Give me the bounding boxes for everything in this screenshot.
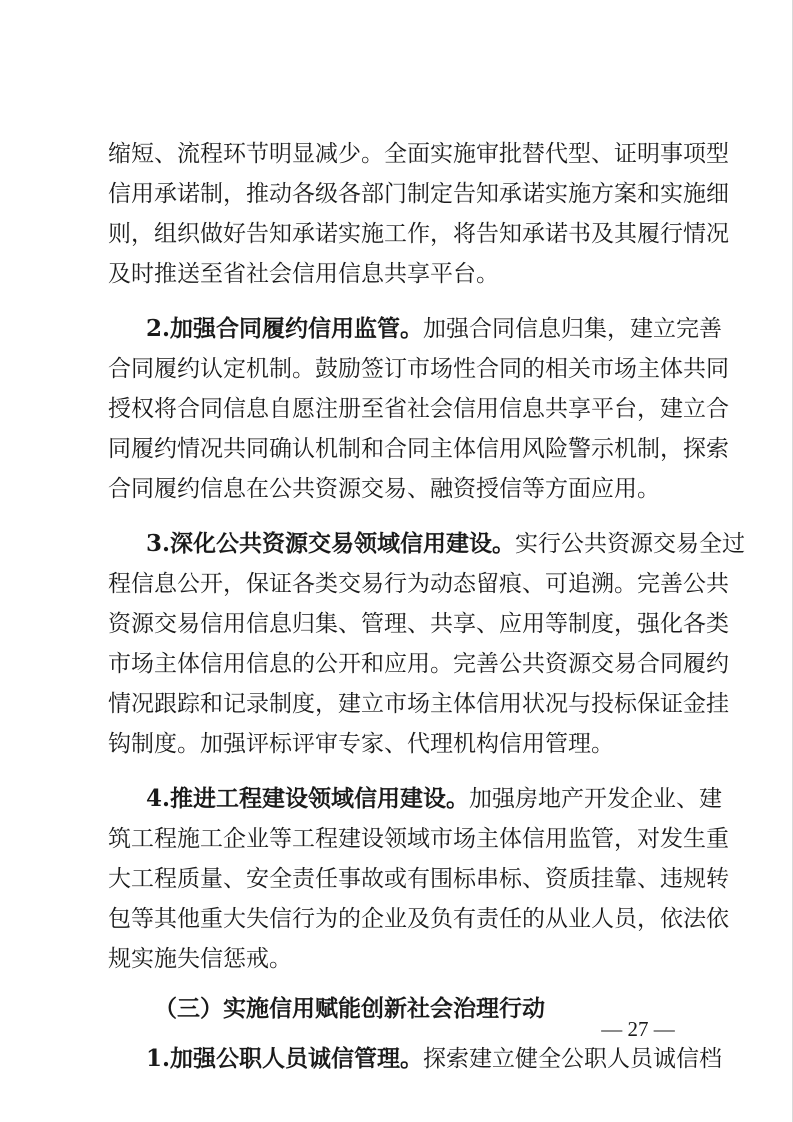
text-line: 情况跟踪和记录制度，建立市场主体信用状况与投标保证金挂 (108, 691, 729, 717)
paragraph-text: 加强房地产开发企业、建 (469, 786, 723, 812)
paragraph-contract-performance (108, 309, 729, 509)
text-line: 及时推送至省社会信用信息共享平台。 (108, 261, 499, 287)
text-line: 程信息公开，保证各类交易行为动态留痕、可追溯。完善公共 (108, 571, 729, 597)
text-line (108, 1039, 723, 1079)
paragraph-heading: 1.加强公职人员诚信管理。 (146, 1045, 424, 1072)
paragraph-text: 探索建立健全公职人员诚信档 (423, 1046, 723, 1072)
paragraph-public-resource-trading (108, 524, 746, 764)
text-line: 规实施失信惩戒。 (108, 946, 292, 972)
section-heading: （三）实施信用赋能创新社会治理行动 (154, 995, 545, 1022)
paragraph-public-officials-integrity (108, 1039, 723, 1079)
text-line: 同履约情况共同确认机制和合同主体信用风险警示机制，探索 (108, 436, 729, 462)
paragraph-text: 加强合同信息归集，建立完善 (423, 316, 723, 342)
page-number: — 27 — (601, 1017, 675, 1041)
text-line: 钩制度。加强评标评审专家、代理机构信用管理。 (108, 731, 614, 757)
paragraph-heading: 4.推进工程建设领域信用建设。 (146, 785, 470, 812)
paragraph-heading: 3.深化公共资源交易领域信用建设。 (146, 530, 516, 557)
text-line: 筑工程施工企业等工程建设领域市场主体信用监管，对发生重 (108, 826, 729, 852)
text-line: 则，组织做好告知承诺实施工作，将告知承诺书及其履行情况 (108, 221, 729, 247)
text-line (108, 779, 723, 819)
document-body (108, 134, 746, 1079)
text-line: 合同履约信息在公共资源交易、融资授信等方面应用。 (108, 476, 660, 502)
text-line: 信用承诺制，推动各级各部门制定告知承诺实施方案和实施细 (108, 181, 729, 207)
text-line (108, 524, 746, 564)
paragraph-text: 实行公共资源交易全过 (515, 531, 746, 557)
text-line: 缩短、流程环节明显减少。全面实施审批替代型、证明事项型 (108, 141, 729, 167)
paragraph-heading: 2.加强合同履约信用监管。 (146, 315, 424, 342)
paragraph-credit-commitment (108, 134, 729, 294)
text-line: 市场主体信用信息的公开和应用。完善公共资源交易合同履约 (108, 651, 729, 677)
text-line: 授权将合同信息自愿注册至省社会信用信息共享平台，建立合 (108, 396, 729, 422)
text-line: 资源交易信用信息归集、管理、共享、应用等制度，强化各类 (108, 611, 729, 637)
paragraph-engineering-construction (108, 779, 729, 979)
text-line: 合同履约认定机制。鼓励签订市场性合同的相关市场主体共同 (108, 356, 729, 382)
text-line (108, 309, 723, 349)
text-line: 包等其他重大失信行为的企业及负有责任的从业人员，依法依 (108, 906, 729, 932)
text-line: 大工程质量、安全责任事故或有围标串标、资质挂靠、违规转 (108, 866, 729, 892)
